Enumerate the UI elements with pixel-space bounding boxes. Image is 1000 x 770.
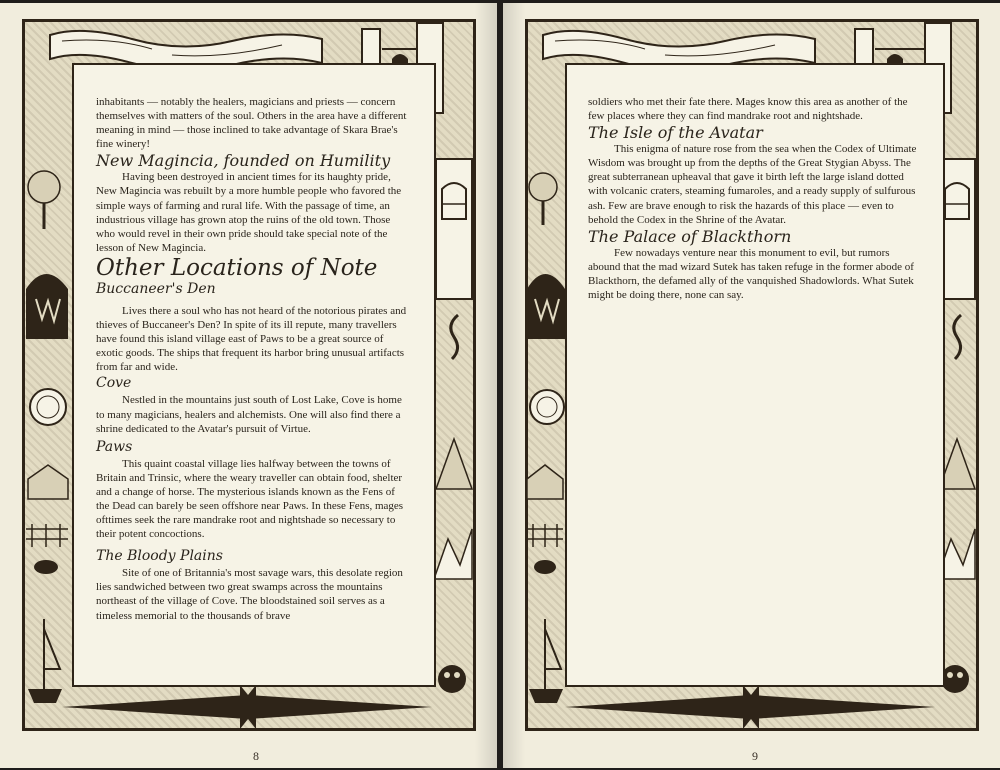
section-title: Other Locations of Note [96, 254, 378, 281]
intro-paragraph: soldiers who met their fate there. Mages know this area as another of the few places where they can find mandrake root and nightshade. [588, 96, 908, 123]
cove-heading: Cove [96, 375, 132, 392]
isle-paragraph: This enigma of nature rose from the sea when the Codex of Ultimate Wisdom was brought up from the depths of the Great Stygian Abyss. The great subterranean upheaval that gave it birth left the large island dotted with volcanic craters, steaming fumaroles, and a ready supply of sulfurous ash. Few are brave enough to risk the hazards of this place — even to behold the Codex in the Shrine of the Avatar. [588, 143, 917, 226]
palace-heading: The Palace of Blackthorn [588, 226, 792, 246]
buccaneer-paragraph: Lives there a soul who has not heard of the notorious pirates and thieves of Buccaneer's Den? In spite of its ill repute, many travellers have found this island village east of Paws to be a great source of exotic goods. The ships that frequent its harbor bring unusual artifacts from far and wide. [96, 304, 407, 374]
palace-paragraph: Few nowadays venture near this monument to evil, but rumors abound that the mad wizard Sutek has taken refuge in the former abode of Blackthorn, the defamed ally of the vanquished Shadowlords. What Sutek might be doing there, none can say. [588, 246, 914, 302]
cove-paragraph: Nestled in the mountains just south of Lost Lake, Cove is home to many magicians, healers and alchemists. One will also find there a shrine dedicated to the Avatar's pursuit of Virtue. [96, 394, 402, 435]
right-page [503, 3, 1000, 768]
page-number: 9 [752, 749, 758, 763]
bloody-plains-heading: The Bloody Plains [96, 548, 223, 565]
right-page-text [588, 95, 918, 302]
gutter-shadow [503, 3, 525, 768]
page-number: 8 [253, 749, 259, 763]
left-page-text [96, 95, 410, 623]
bloody-plains-paragraph: Site of one of Britannia's most savage wars, this desolate region lies sandwiched between two great swamps across the mountains northeast of the village of Cove. The bloodstained soil serves as a timeless memorial to the thousands of brave [96, 567, 403, 622]
intro-paragraph: inhabitants — notably the healers, magicians and priests — concern themselves with matters of the soul. Others in the area have a different meaning in mind — those inclined to take advantage of Skara Brae's fine winery! [96, 96, 407, 151]
gutter-shadow [475, 3, 497, 768]
buccaneer-heading: Buccaneer's Den [96, 280, 216, 297]
isle-heading: The Isle of the Avatar [588, 123, 763, 143]
paws-heading: Paws [96, 438, 133, 455]
left-page [0, 3, 497, 768]
magincia-paragraph: Having been destroyed in ancient times for its haughty pride, New Magincia was rebuilt by a more humble people who favored the simple ways of farming and rural life. With the passage of time, an industrious village has grown atop the ruins of the old town. Those who would revel in their own pride should take special note of the lesson of New Magincia. [96, 171, 402, 254]
paws-paragraph: This quaint coastal village lies halfway between the towns of Britain and Trinsic, where the weary traveller can obtain food, shelter and a change of horse. The mysterious islands known as the Fens of the Dead can barely be seen offshore near Paws. In these Fens, mages ofttimes seek the rare mandrake root and nightshade so necessary to their potent concoctions. [96, 457, 404, 541]
magincia-heading: New Magincia, founded on Humility [96, 151, 391, 171]
